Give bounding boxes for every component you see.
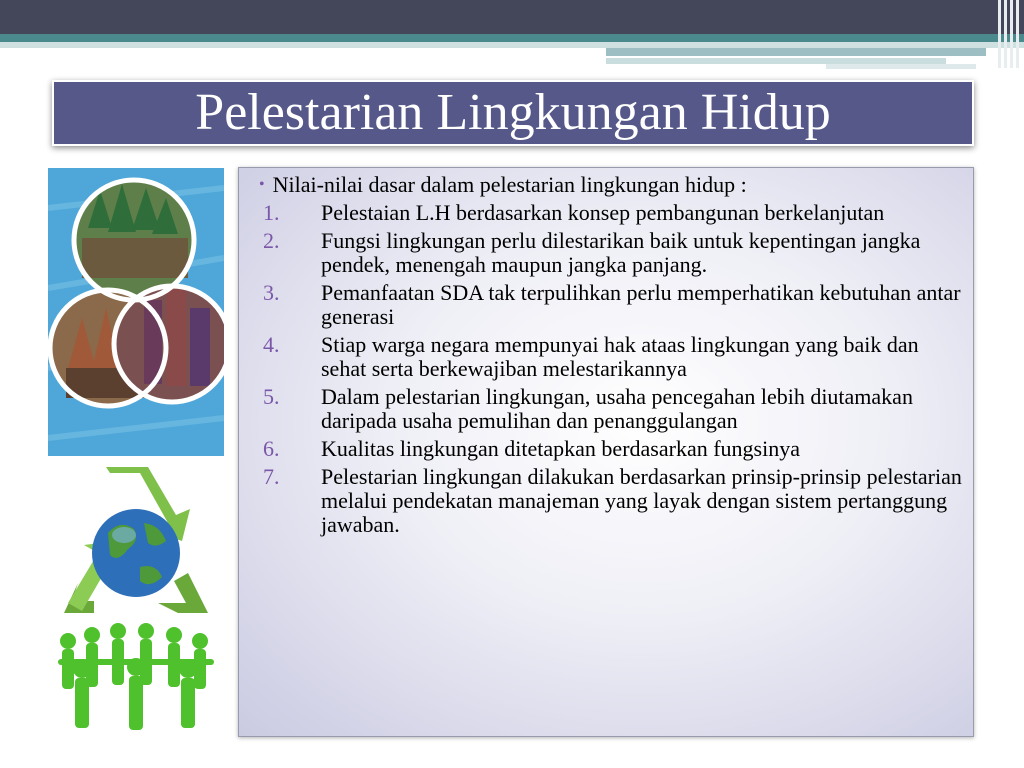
intro-line — [259, 172, 747, 198]
list-item — [263, 229, 969, 277]
list-item — [263, 333, 969, 381]
header-band-dark — [0, 0, 1024, 34]
list-text: Stiap warga negara mempunyai hak ataas lingkungan yang baik dan sehat serta berkewajiban melestarikannya — [321, 332, 919, 381]
content-panel — [238, 167, 974, 737]
list-text: Kualitas lingkungan ditetapkan berdasarkan fungsinya — [321, 436, 800, 461]
list-text: Pemanfaatan SDA tak terpulihkan perlu memperhatikan kebutuhan antar generasi — [321, 280, 961, 329]
list-number: 3. — [263, 280, 280, 305]
list-number: 6. — [263, 436, 280, 461]
sustainability-circles-illustration — [48, 168, 224, 456]
list-item — [263, 281, 969, 329]
list-item — [263, 385, 969, 433]
header-band-teal — [0, 34, 1024, 42]
title-banner — [52, 80, 974, 146]
recycle-globe-people-illustration — [48, 463, 224, 735]
list-item — [263, 201, 969, 225]
list-item — [263, 437, 969, 461]
list-text: Fungsi lingkungan perlu dilestarikan baik untuk kepentingan jangka pendek, menengah maupun jangka panjang. — [321, 228, 921, 277]
list-number: 4. — [263, 332, 280, 357]
list-text: Pelestaian L.H berdasarkan konsep pembangunan berkelanjutan — [321, 200, 885, 225]
intro-text: Nilai-nilai dasar dalam pelestarian lingkungan hidup : — [272, 172, 747, 197]
list-item — [263, 465, 969, 537]
header-edge-stripes — [994, 0, 1024, 68]
list-number: 7. — [263, 464, 280, 489]
principles-list — [263, 201, 969, 541]
list-number: 5. — [263, 384, 280, 409]
list-text: Dalam pelestarian lingkungan, usaha pencegahan lebih diutamakan daripada usaha pemulihan dan penanggulangan — [321, 384, 913, 433]
slide-title: Pelestarian Lingkungan Hidup — [195, 84, 831, 141]
list-number: 1. — [263, 200, 280, 225]
bullet-dot-icon: • — [259, 176, 265, 193]
header-accent-bar — [606, 48, 986, 56]
header-accent-bar — [826, 64, 976, 69]
list-number: 2. — [263, 228, 280, 253]
list-text: Pelestarian lingkungan dilakukan berdasarkan prinsip-prinsip pelestarian melalui pendekatan manajeman yang layak dengan sistem pertanggung jawaban. — [321, 464, 962, 537]
